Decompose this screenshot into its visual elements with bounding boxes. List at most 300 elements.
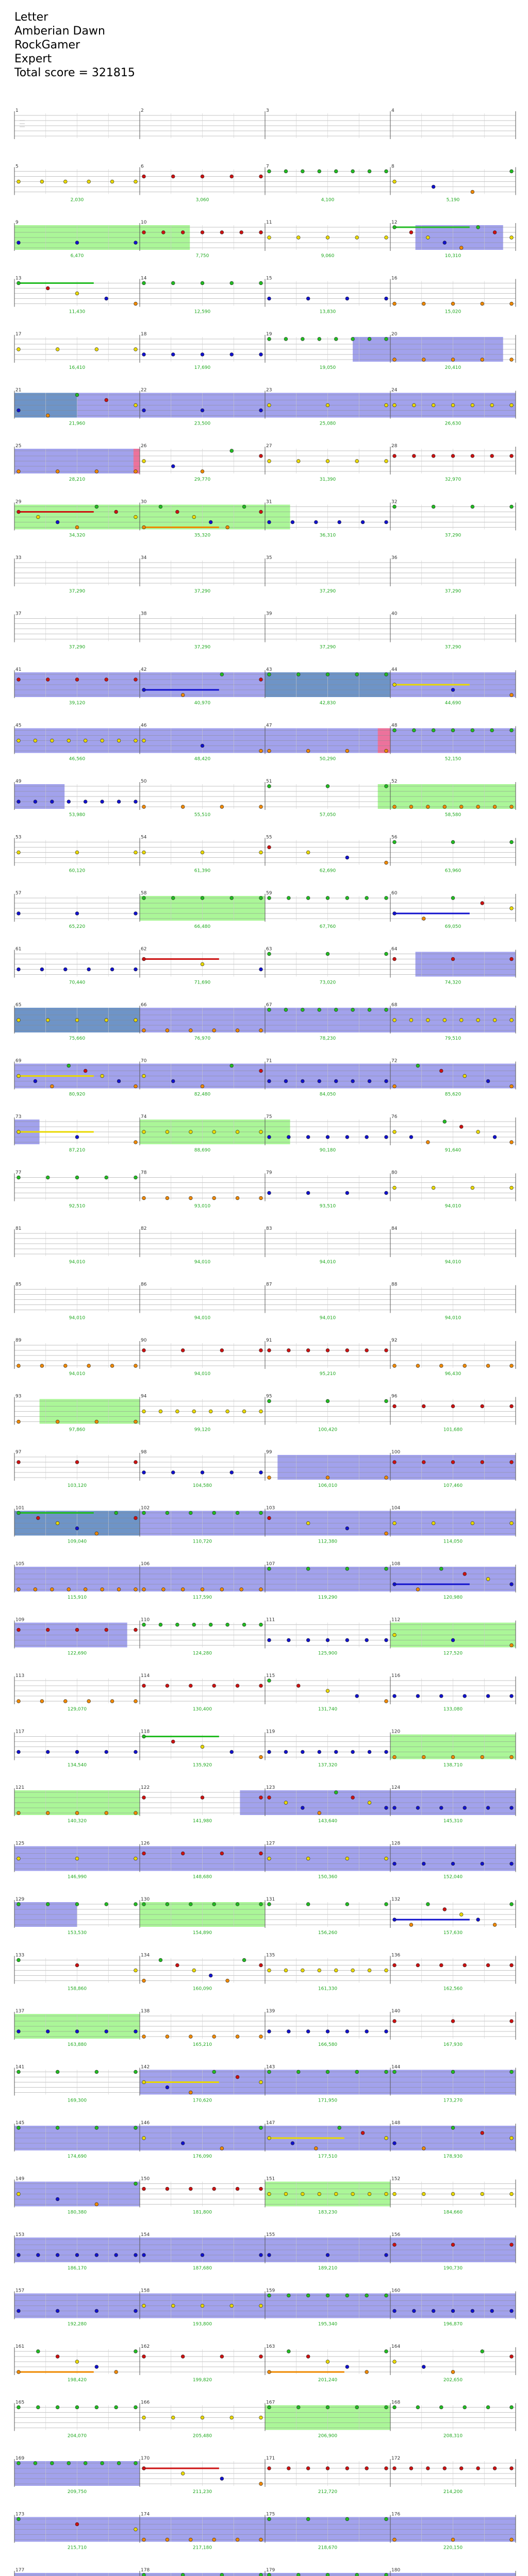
measure-score: 156,260 — [318, 1930, 338, 1936]
note-gem — [17, 1420, 21, 1423]
measure-score: 114,050 — [443, 1539, 463, 1545]
note-gem — [393, 1364, 397, 1368]
note-gem — [422, 1404, 425, 1408]
measure-number: 73 — [15, 1114, 22, 1120]
measure-score: 37,290 — [444, 589, 461, 594]
note-gem — [17, 2192, 21, 2196]
note-gem — [393, 2243, 397, 2247]
note-gem — [201, 962, 204, 966]
measure-score: 15,020 — [444, 309, 461, 315]
note-gem — [159, 1958, 162, 1962]
note-gem — [226, 526, 229, 529]
measure-score: 204,070 — [67, 2433, 87, 2439]
note-gem — [181, 2355, 185, 2359]
note-gem — [471, 403, 474, 407]
note-gem — [142, 1979, 146, 1982]
note-gem — [230, 353, 234, 357]
sustain-trail — [144, 527, 219, 528]
note-gem — [117, 1079, 121, 1083]
note-gem — [493, 805, 497, 809]
measure-score: 158,860 — [67, 1986, 87, 1992]
note-gem — [326, 1349, 329, 1352]
note-gem — [385, 1476, 388, 1480]
measure-score: 87,210 — [69, 1148, 86, 1153]
note-gem — [268, 749, 271, 753]
note-gem — [268, 2405, 271, 2409]
note-gem — [385, 1567, 388, 1571]
measure-number: 172 — [391, 2456, 401, 2461]
measure-number: 97 — [15, 1450, 22, 1455]
note-gem — [385, 952, 388, 956]
note-gem — [46, 2030, 50, 2033]
measure-number: 49 — [15, 779, 22, 784]
measure-score: 26,630 — [444, 421, 461, 427]
note-gem — [134, 739, 138, 742]
note-gem — [432, 728, 435, 732]
note-gem — [351, 1796, 355, 1800]
note-gem — [166, 1684, 169, 1688]
measure-number: 133 — [15, 1953, 25, 1958]
note-gem — [326, 1689, 329, 1693]
note-gem — [95, 2070, 98, 2074]
chart-row — [14, 1394, 516, 1433]
note-gem — [368, 1008, 371, 1012]
note-gem — [75, 1963, 79, 1967]
note-gem — [351, 170, 355, 173]
measure-score: 143,640 — [318, 1819, 338, 1824]
note-gem — [75, 1811, 79, 1815]
measure-score: 62,690 — [319, 868, 336, 874]
note-gem — [134, 678, 138, 682]
note-gem — [306, 1567, 310, 1571]
note-gem — [365, 1638, 369, 1642]
note-gem — [334, 1750, 338, 1754]
note-gem — [17, 1958, 21, 1962]
sustain-trail — [144, 2468, 219, 2469]
measure-score: 37,290 — [69, 589, 86, 594]
measure-number: 109 — [15, 1617, 25, 1623]
note-gem — [40, 968, 44, 971]
note-gem — [326, 1136, 329, 1139]
note-gem — [416, 1064, 420, 1067]
note-gem — [422, 1755, 425, 1759]
measure-score: 39,120 — [69, 701, 86, 706]
note-gem — [166, 1029, 169, 1032]
measure-score: 32,970 — [444, 477, 461, 482]
note-gem — [334, 170, 338, 173]
note-gem — [17, 470, 21, 473]
note-gem — [385, 1079, 388, 1083]
note-gem — [287, 2467, 290, 2470]
note-gem — [490, 454, 494, 458]
note-gem — [259, 1588, 263, 1591]
note-gem — [368, 1079, 371, 1083]
measure-score: 2,030 — [70, 197, 84, 203]
note-gem — [385, 2294, 388, 2297]
measure-number: 147 — [266, 2121, 275, 2126]
note-gem — [385, 2350, 388, 2353]
note-gem — [345, 1191, 349, 1195]
note-gem — [451, 403, 455, 407]
note-gem — [481, 2192, 484, 2196]
note-gem — [510, 1755, 514, 1759]
note-gem — [393, 1461, 397, 1464]
note-gem — [385, 2070, 388, 2074]
note-gem — [355, 2405, 359, 2409]
note-gem — [481, 2131, 484, 2135]
measure-score: 6,470 — [70, 253, 84, 259]
measure-number: 156 — [391, 2232, 401, 2238]
note-gem — [67, 1064, 71, 1067]
measure-number: 78 — [141, 1170, 147, 1176]
measure-number: 25 — [15, 444, 22, 449]
measure-score: 137,320 — [318, 1762, 338, 1768]
note-gem — [326, 1476, 329, 1480]
note-gem — [142, 1852, 146, 1855]
note-gem — [95, 2309, 98, 2313]
note-gem — [209, 1623, 212, 1626]
measure-score: 166,580 — [318, 2042, 338, 2047]
note-gem — [17, 281, 21, 285]
note-gem — [393, 2020, 397, 2023]
note-gem — [259, 2126, 263, 2130]
note-gem — [451, 728, 455, 732]
measure-number: 130 — [141, 1897, 150, 1902]
note-gem — [134, 1628, 138, 1632]
note-gem — [326, 896, 329, 900]
note-gem — [268, 896, 271, 900]
note-gem — [259, 1196, 263, 1200]
note-gem — [510, 1583, 514, 1586]
measure-score: 78,230 — [319, 1036, 336, 1041]
measure-score: 174,690 — [67, 2154, 87, 2159]
note-gem — [17, 1811, 21, 1815]
note-gem — [134, 2182, 138, 2185]
measure-score: 94,010 — [319, 1260, 336, 1265]
note-gem — [426, 1141, 430, 1144]
note-gem — [365, 896, 369, 900]
note-gem — [56, 2355, 59, 2359]
note-gem — [259, 409, 263, 412]
note-gem — [510, 1461, 514, 1464]
note-gem — [117, 739, 121, 742]
note-gem — [471, 1521, 474, 1525]
measure-score: 37,290 — [319, 645, 336, 650]
note-gem — [142, 526, 146, 529]
note-gem — [412, 403, 416, 407]
note-gem — [134, 1420, 138, 1423]
note-gem — [212, 2035, 216, 2039]
note-gem — [385, 297, 388, 300]
note-gem — [416, 1364, 420, 1368]
note-gem — [318, 1811, 321, 1815]
measure-number: 105 — [15, 1562, 25, 1567]
note-gem — [326, 673, 329, 676]
note-gem — [142, 2416, 146, 2419]
note-gem — [46, 1903, 50, 1906]
measure-number: 36 — [391, 555, 398, 561]
note-gem — [189, 2538, 192, 2541]
note-gem — [117, 800, 121, 804]
note-gem — [236, 1196, 239, 1200]
measure-number: 145 — [15, 2121, 25, 2126]
measure-number: 91 — [266, 1338, 272, 1343]
sustain-trail — [19, 511, 94, 513]
note-gem — [385, 2030, 388, 2033]
measure-number: 65 — [15, 1003, 22, 1008]
note-gem — [134, 1461, 138, 1464]
measure-score: 94,010 — [444, 1260, 461, 1265]
note-gem — [432, 1521, 435, 1525]
measure-number: 37 — [15, 611, 22, 617]
note-gem — [50, 800, 54, 804]
measure-number: 149 — [15, 2176, 25, 2182]
note-gem — [46, 678, 50, 682]
note-gem — [101, 1588, 104, 1591]
note-gem — [393, 840, 397, 844]
note-gem — [212, 1903, 216, 1906]
measure-number: 152 — [391, 2176, 401, 2182]
note-gem — [268, 520, 271, 524]
note-gem — [334, 2192, 338, 2196]
chart-row — [14, 1673, 516, 1712]
note-gem — [212, 1130, 216, 1134]
note-gem — [409, 2467, 413, 2470]
note-gem — [242, 505, 246, 509]
measure-score: 16,410 — [69, 365, 86, 370]
measure-number: 54 — [141, 835, 147, 840]
note-gem — [296, 2070, 300, 2074]
note-gem — [36, 2350, 40, 2353]
note-gem — [481, 1755, 484, 1759]
note-gem — [142, 1903, 146, 1906]
measure-number: 107 — [266, 1562, 275, 1567]
note-gem — [393, 1404, 397, 1408]
note-gem — [301, 170, 304, 173]
note-gem — [439, 1364, 443, 1368]
note-gem — [268, 673, 271, 676]
note-gem — [220, 2573, 224, 2576]
note-gem — [385, 749, 388, 753]
measure-score: 119,290 — [318, 1595, 338, 1600]
note-gem — [443, 241, 447, 245]
note-gem — [368, 2192, 371, 2196]
chart-row — [14, 444, 516, 482]
note-gem — [306, 1857, 310, 1860]
note-gem — [142, 1735, 146, 1738]
measure-number: 60 — [391, 891, 398, 896]
measure-number: 18 — [141, 332, 147, 337]
charter-name: RockGamer — [14, 39, 80, 52]
measure-number: 29 — [15, 499, 22, 505]
note-gem — [134, 2528, 138, 2531]
chart-row — [14, 500, 516, 538]
note-gem — [75, 241, 79, 245]
chart-row — [14, 1897, 516, 1936]
note-gem — [451, 688, 455, 692]
note-gem — [259, 851, 263, 854]
note-gem — [432, 185, 435, 189]
note-gem — [345, 1857, 349, 1860]
note-gem — [393, 2309, 397, 2313]
note-gem — [114, 2253, 118, 2257]
note-gem — [459, 2467, 463, 2470]
note-gem — [490, 403, 494, 407]
note-gem — [426, 236, 430, 240]
measure-score: 138,710 — [443, 1762, 463, 1768]
measure-score: 80,920 — [69, 1092, 86, 1097]
note-gem — [189, 2091, 192, 2094]
note-gem — [75, 1136, 79, 1139]
note-gem — [134, 241, 138, 245]
note-gem — [134, 403, 138, 407]
note-gem — [17, 739, 21, 742]
note-gem — [306, 1521, 310, 1525]
note-gem — [34, 739, 37, 742]
sustain-trail — [394, 913, 470, 914]
note-gem — [510, 170, 514, 173]
measure-number: 32 — [391, 499, 398, 505]
note-gem — [365, 1136, 369, 1139]
note-gem — [17, 800, 21, 804]
note-gem — [493, 231, 497, 234]
note-gem — [412, 454, 416, 458]
measure-number: 114 — [141, 1673, 150, 1679]
sustain-trail — [394, 1919, 470, 1921]
measure-score: 165,210 — [192, 2042, 212, 2047]
note-gem — [171, 896, 175, 900]
note-gem — [268, 2517, 271, 2521]
note-gem — [166, 2086, 169, 2089]
measure-number: 40 — [391, 611, 398, 617]
measure-score: 25,080 — [319, 421, 336, 427]
note-gem — [75, 526, 79, 529]
measure-number: 102 — [141, 1505, 150, 1511]
measure-number: 171 — [266, 2456, 275, 2461]
measure-score: 115,910 — [67, 1595, 87, 1600]
note-gem — [230, 449, 234, 453]
note-gem — [393, 403, 397, 407]
note-gem — [510, 1862, 514, 1866]
note-gem — [142, 851, 146, 854]
note-gem — [476, 805, 480, 809]
note-gem — [481, 302, 484, 306]
note-gem — [385, 1857, 388, 1860]
note-gem — [134, 1750, 138, 1754]
measure-number: 180 — [391, 2568, 401, 2573]
measure-score: 9,060 — [321, 253, 335, 259]
measure-score: 160,090 — [192, 1986, 212, 1992]
note-gem — [134, 1176, 138, 1179]
note-gem — [166, 1196, 169, 1200]
note-gem — [385, 2405, 388, 2409]
note-gem — [385, 2192, 388, 2196]
note-gem — [287, 2030, 290, 2033]
measure-number: 129 — [15, 1897, 25, 1902]
note-gem — [361, 520, 365, 524]
note-gem — [510, 403, 514, 407]
note-gem — [67, 2462, 71, 2465]
measure-score: 94,010 — [69, 1371, 86, 1377]
measure-score: 71,690 — [194, 980, 211, 986]
measure-score: 109,040 — [67, 1539, 87, 1545]
measure-number: 15 — [266, 276, 272, 281]
note-gem — [510, 2192, 514, 2196]
note-gem — [105, 1903, 108, 1906]
note-gem — [142, 1349, 146, 1352]
measure-number: 71 — [266, 1058, 272, 1064]
note-gem — [301, 2192, 304, 2196]
measure-score: 94,010 — [194, 1315, 211, 1321]
measure-number: 150 — [141, 2176, 150, 2182]
note-gem — [226, 1410, 229, 1413]
note-gem — [306, 2294, 310, 2297]
note-gem — [56, 2126, 59, 2130]
note-gem — [268, 170, 271, 173]
note-gem — [451, 2538, 455, 2541]
note-gem — [259, 454, 263, 458]
note-gem — [75, 1527, 79, 1530]
measure-number: 20 — [391, 332, 398, 337]
note-gem — [476, 226, 480, 229]
note-gem — [17, 2405, 21, 2409]
note-gem — [432, 1186, 435, 1190]
note-gem — [17, 2253, 21, 2257]
sustain-trail — [19, 1075, 94, 1077]
note-gem — [451, 1404, 455, 1408]
note-gem — [301, 337, 304, 341]
measure-number: 45 — [15, 723, 22, 728]
note-gem — [476, 1130, 480, 1134]
sustain-trail — [394, 684, 470, 686]
note-gem — [134, 1084, 138, 1088]
note-gem — [201, 744, 204, 748]
measure-score: 189,210 — [318, 2266, 338, 2271]
measure-number: 68 — [391, 1003, 398, 1008]
measure-score: 53,980 — [69, 812, 86, 818]
note-gem — [355, 2070, 359, 2074]
note-gem — [134, 2253, 138, 2257]
note-gem — [416, 1806, 420, 1810]
measure-score: 181,800 — [192, 2210, 212, 2215]
note-gem — [75, 1176, 79, 1179]
note-gem — [345, 1638, 349, 1642]
note-gem — [268, 1857, 271, 1860]
note-gem — [134, 515, 138, 519]
note-gem — [101, 800, 104, 804]
note-gem — [105, 297, 108, 300]
note-gem — [393, 912, 397, 916]
note-gem — [334, 1079, 338, 1083]
note-gem — [306, 2355, 310, 2359]
note-gem — [95, 2202, 98, 2206]
note-gem — [17, 968, 21, 971]
note-gem — [385, 1903, 388, 1906]
note-gem — [443, 1908, 447, 1911]
note-gem — [142, 1588, 146, 1591]
note-gem — [385, 673, 388, 676]
note-gem — [159, 1623, 162, 1626]
note-gem — [510, 2020, 514, 2023]
chart-row — [14, 1059, 516, 1097]
chart-row — [14, 2065, 516, 2104]
chart-row — [14, 1785, 516, 1824]
note-gem — [284, 1008, 288, 1012]
note-gem — [471, 505, 474, 509]
note-gem — [75, 1628, 79, 1632]
note-gem — [87, 1364, 91, 1368]
note-gem — [287, 1349, 290, 1352]
